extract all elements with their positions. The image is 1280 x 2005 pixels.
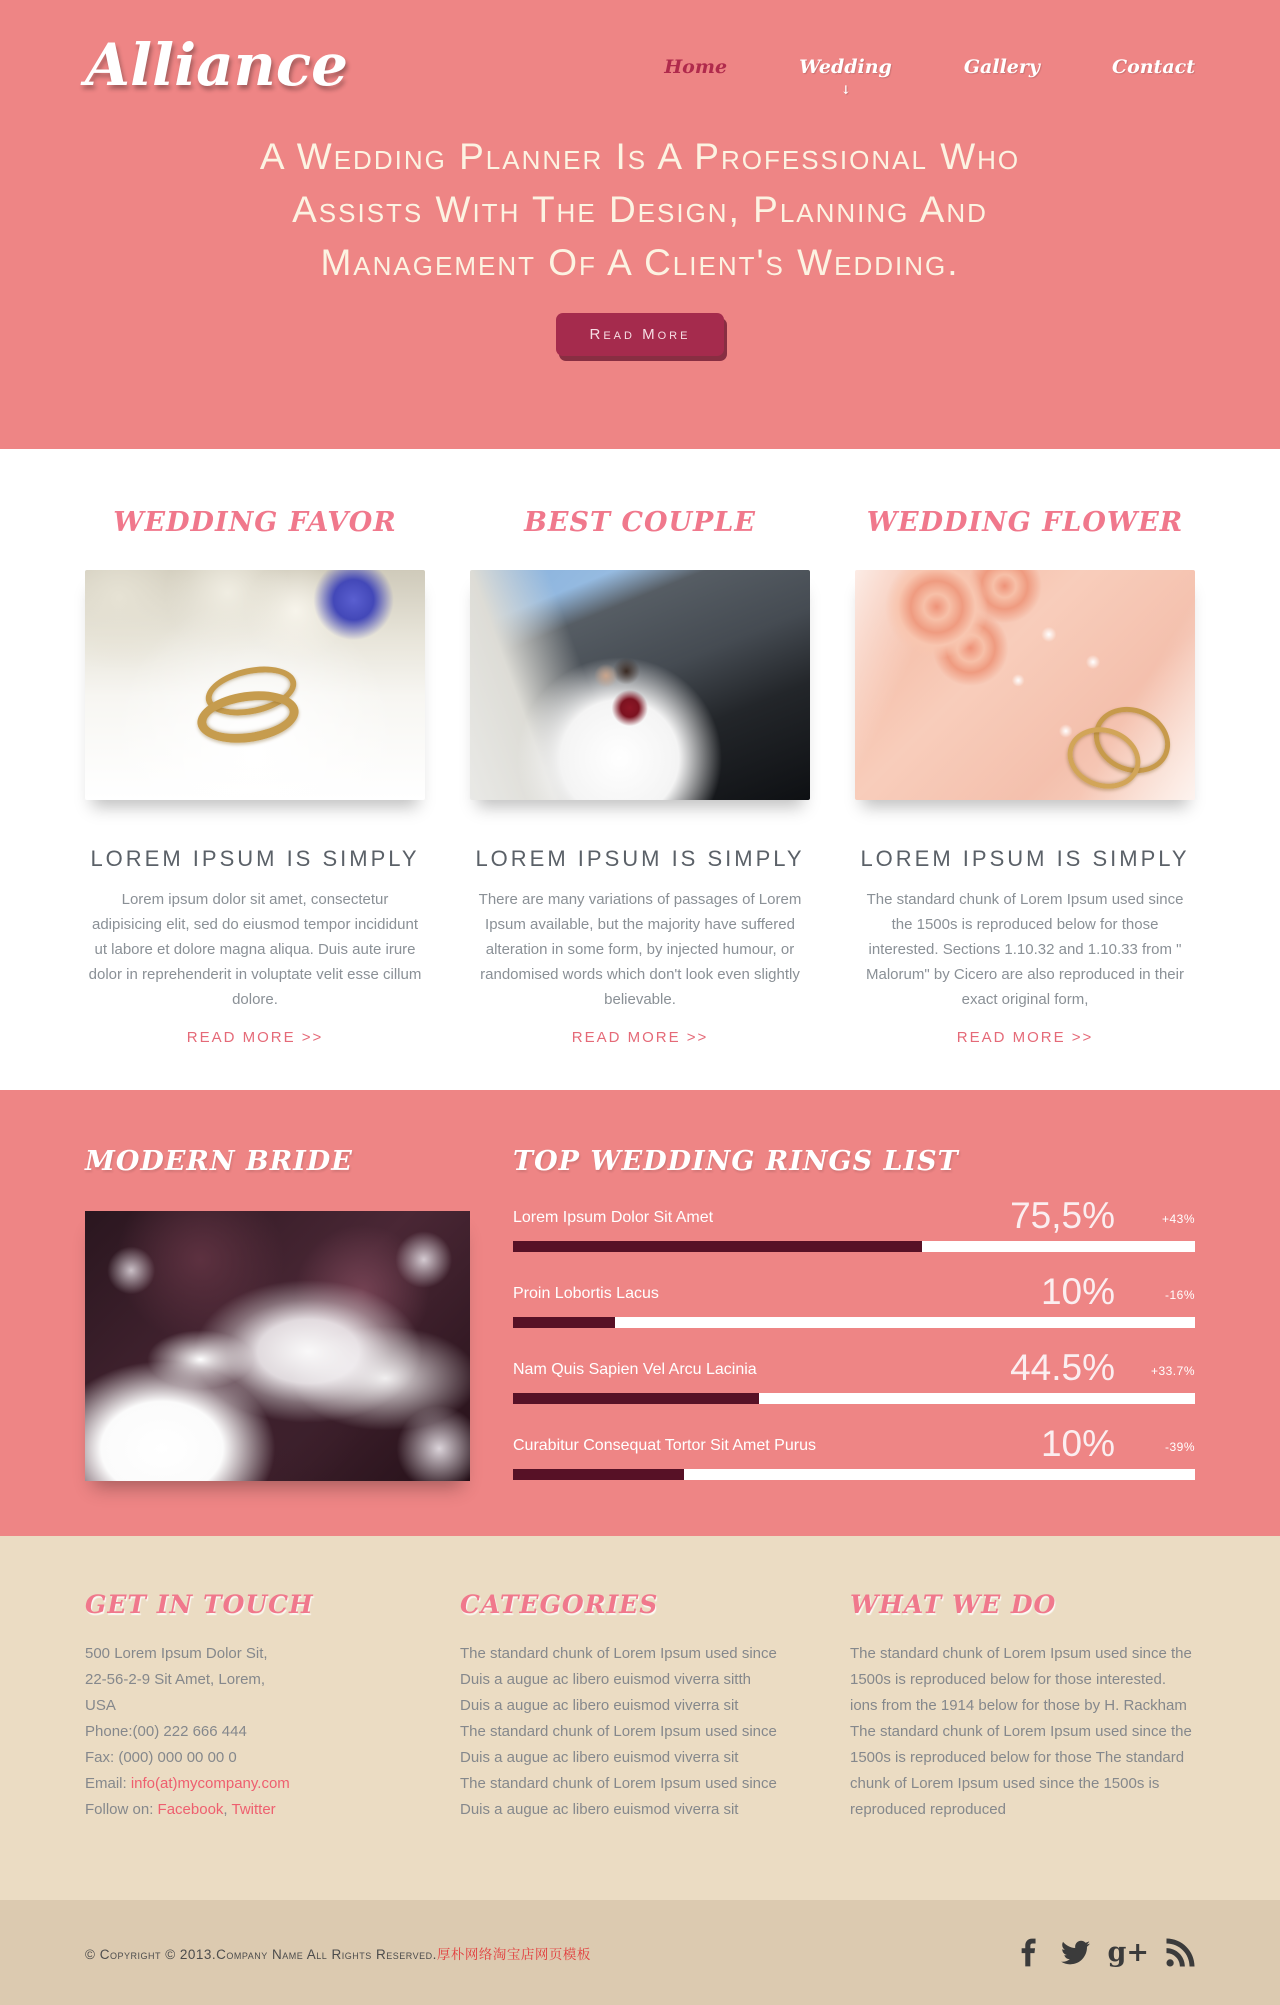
rss-icon[interactable]	[1166, 1938, 1195, 1967]
feature-text: Lorem ipsum dolor sit amet, consectetur adipisicing elit, sed do eiusmod tempor incididunt ut labore et dolore magna aliqua. Duis aute irure dolor in reprehenderit in voluptate velit esse cillum dolore.	[88, 891, 422, 1008]
what-we-do-text: The standard chunk of Lorem Ipsum used since the 1500s is reproduced below for those interested. ions from the 1914 below for those by H. Rackham The standard chunk of Lorem Ipsum used since the 1500s is reproduced below for those The standard chunk of Lorem Ipsum used since the 1500s is reproduced reproduced	[850, 1645, 1192, 1818]
email-link[interactable]: info(at)mycompany.com	[130, 1775, 290, 1792]
bottom-bar	[0, 1900, 1280, 2005]
ring-item-label: Lorem Ipsum Dolor Sit Amet	[513, 1209, 714, 1226]
ring-item-value: 10%	[1040, 1423, 1115, 1464]
feature-read-more-link[interactable]: READ MORE >>	[186, 1029, 324, 1046]
read-more-button[interactable]: Read More	[556, 313, 725, 356]
site-logo: Alliance	[85, 31, 349, 99]
footer-get-in-touch	[85, 1590, 415, 1823]
progress-fill	[513, 1317, 615, 1328]
facebook-icon[interactable]	[1015, 1938, 1044, 1967]
progress-track	[513, 1241, 1195, 1252]
rings-section	[0, 1090, 1280, 1536]
progress-track	[513, 1469, 1195, 1480]
hero-line-3: Management Of A Client's Wedding.	[320, 241, 960, 283]
progress-fill	[513, 1241, 922, 1252]
progress-fill	[513, 1469, 684, 1480]
ring-item-delta: +43%	[1161, 1212, 1195, 1226]
social-icons	[998, 1938, 1195, 1967]
feature-title: WEDDING FLOWER	[866, 507, 1184, 538]
footer-column-title: CATEGORIES	[460, 1590, 659, 1619]
category-item: Duis a augue ac libero euismod viverra sit	[460, 1749, 739, 1766]
wedding-flower-photo	[855, 570, 1195, 800]
ring-list-item	[513, 1273, 1195, 1328]
feature-subtitle: LOREM IPSUM IS SIMPLY	[475, 846, 805, 871]
ring-item-label: Proin Lobortis Lacus	[513, 1285, 659, 1302]
feature-best-couple	[470, 507, 810, 1047]
wedding-rings-photo	[85, 570, 425, 800]
category-item: Duis a augue ac libero euismod viverra sit	[460, 1697, 739, 1714]
address-line: 22-56-2-9 Sit Amet, Lorem,	[85, 1671, 266, 1688]
category-item: Duis a augue ac libero euismod viverra sitth	[460, 1671, 751, 1688]
fax-line: Fax: (000) 000 00 00 0	[85, 1749, 237, 1766]
ring-item-delta: -16%	[1164, 1288, 1195, 1302]
nav-wedding[interactable]: Wedding ↓	[799, 56, 892, 97]
copyright-cn-link[interactable]: 厚朴网络淘宝店网页模板	[436, 1946, 591, 1962]
progress-fill	[513, 1393, 759, 1404]
facebook-link[interactable]: Facebook	[157, 1801, 224, 1818]
ring-list-item	[513, 1349, 1195, 1404]
category-item: Duis a augue ac libero euismod viverra sit	[460, 1801, 739, 1818]
main-nav	[592, 56, 1195, 97]
category-item: The standard chunk of Lorem Ipsum used since	[460, 1775, 777, 1792]
footer-column-title: WHAT WE DO	[850, 1590, 1057, 1619]
email-line: Email: info(at)mycompany.com	[85, 1775, 290, 1792]
ring-item-label: Nam Quis Sapien Vel Arcu Lacinia	[513, 1361, 757, 1378]
feature-text: The standard chunk of Lorem Ipsum used since the 1500s is reproduced below for those interested. Sections 1.10.32 and 1.10.33 from " Malorum" by Cicero are also reproduced in their exact original form,	[866, 891, 1184, 1008]
footer-column-title: GET IN TOUCH	[85, 1590, 314, 1619]
twitter-link[interactable]: Twitter	[231, 1801, 276, 1818]
features-section	[0, 449, 1280, 1090]
ring-item-delta: +33.7%	[1150, 1364, 1195, 1378]
nav-contact[interactable]: Contact	[1111, 56, 1195, 78]
follow-line: Follow on: Facebook, Twitter	[85, 1801, 276, 1818]
modern-bride-title: MODERN BRIDE	[85, 1146, 353, 1177]
rings-list-title: TOP WEDDING RINGS LIST	[513, 1146, 959, 1177]
footer-what-we-do	[850, 1590, 1195, 1823]
feature-read-more-link[interactable]: READ MORE >>	[571, 1029, 709, 1046]
google-plus-icon[interactable]: g+	[1107, 1937, 1149, 1968]
couple-photo	[470, 570, 810, 800]
footer	[0, 1536, 1280, 1900]
feature-subtitle: LOREM IPSUM IS SIMPLY	[860, 846, 1190, 871]
feature-subtitle: LOREM IPSUM IS SIMPLY	[90, 846, 420, 871]
header	[0, 0, 1280, 449]
ring-list-item	[513, 1425, 1195, 1480]
ring-item-label: Curabitur Consequat Tortor Sit Amet Purus	[513, 1437, 816, 1454]
feature-wedding-favor	[85, 507, 425, 1047]
nav-gallery[interactable]: Gallery	[963, 56, 1040, 78]
feature-read-more-link[interactable]: READ MORE >>	[956, 1029, 1094, 1046]
hero-line-1: A Wedding Planner Is A Professional Who	[259, 135, 1021, 177]
nav-home[interactable]: Home	[664, 56, 728, 78]
phone-line: Phone:(00) 222 666 444	[85, 1723, 247, 1740]
copyright-text: © Copyright © 2013.Company Name All Rights Reserved.厚朴网络淘宝店网页模板	[85, 1946, 591, 1962]
ring-item-delta: -39%	[1164, 1440, 1195, 1454]
ring-item-value: 10%	[1040, 1271, 1115, 1312]
feature-title: WEDDING FAVOR	[113, 507, 397, 538]
ring-item-value: 44.5%	[1010, 1347, 1115, 1388]
feature-text: There are many variations of passages of Lorem Ipsum available, but the majority have suffered alteration in some form, by injected humour, or randomised words which don't look even slightly believable.	[478, 891, 802, 1008]
twitter-icon[interactable]	[1061, 1938, 1090, 1967]
hero	[85, 130, 1195, 356]
category-item: The standard chunk of Lorem Ipsum used since	[460, 1645, 777, 1662]
ring-list-item	[513, 1197, 1195, 1252]
feature-title: BEST COUPLE	[524, 507, 756, 538]
address-line: USA	[85, 1697, 116, 1714]
hero-line-2: Assists With The Design, Planning And	[292, 188, 988, 230]
down-arrow-icon: ↓	[840, 83, 851, 97]
footer-categories	[460, 1590, 805, 1823]
modern-bride-photo	[85, 1211, 470, 1481]
progress-track	[513, 1393, 1195, 1404]
category-item: The standard chunk of Lorem Ipsum used since	[460, 1723, 777, 1740]
feature-wedding-flower	[855, 507, 1195, 1047]
ring-item-value: 75,5%	[1010, 1195, 1115, 1236]
address-line: 500 Lorem Ipsum Dolor Sit,	[85, 1645, 268, 1662]
progress-track	[513, 1317, 1195, 1328]
